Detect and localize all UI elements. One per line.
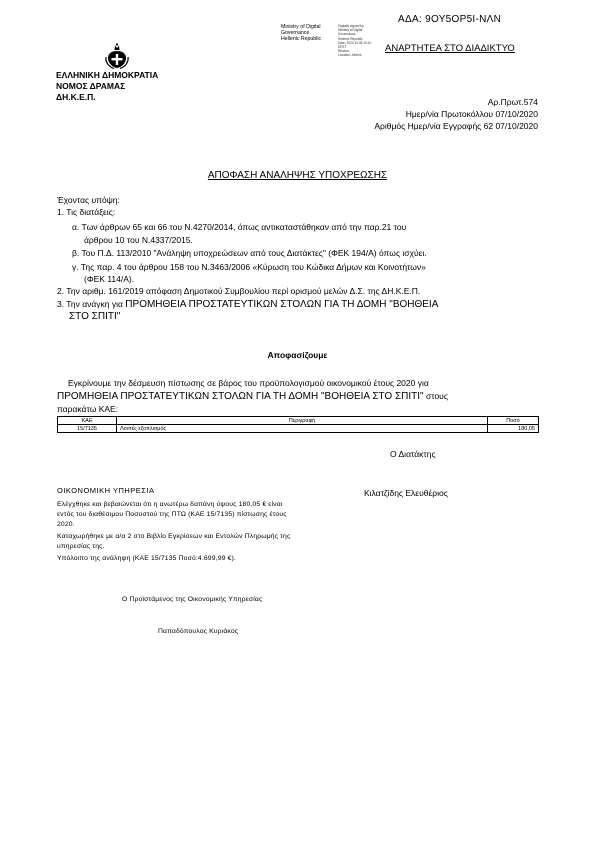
economic-line-2: εντός του διαθέσιμου Ποσοστού της ΠΤΩ (ΚΑΕ 15/7135) πίστωσης έτους — [57, 511, 287, 518]
considerations-intro: Έχοντας υπόψη: — [57, 195, 120, 205]
header-amount: Ποσό — [488, 417, 539, 425]
cell-amount: 180,05 — [488, 425, 539, 433]
economic-head-role: Ο Προϊστάμενος της Οικονομικής Υπηρεσίας — [122, 596, 263, 603]
kae-table — [57, 416, 539, 433]
consideration-1a: α. Των άρθρων 65 και 66 του Ν.4270/2014, όπως αντικαταστάθηκαν από την παρ.21 του — [72, 222, 407, 232]
approval-text-line2: ΠΡΟΜΗΘΕΙΑ ΠΡΟΣΤΑΤΕΥΤΙΚΩΝ ΣΤΟΛΩΝ ΓΙΑ ΤΗ ΔΟΜΗ "ΒΟΗΘΕΙΑ ΣΤΟ ΣΠΙΤΙ" στους — [57, 391, 448, 402]
economic-line-3: 2020. — [57, 521, 75, 528]
document-title: ΑΠΟΦΑΣΗ ΑΝΑΛΗΨΗΣ ΥΠΟΧΡΕΩΣΗΣ — [207, 170, 388, 181]
economic-head-name: Παπαδόπουλος Κυριάκος — [158, 628, 239, 635]
economic-balance: Υπόλοιπο της ανάληψη (ΚΑΕ 15/7135 Ποσό:4.699,99 €). — [57, 555, 236, 562]
economic-line-5: υπηρεσίας της. — [57, 543, 105, 550]
economic-line-4: Καταχωρήθηκε με α/α 2 στο Βιβλίο Εγκρίσεων και Εντολών Πληρωμής της — [57, 533, 291, 540]
cell-description: Λοιπές εξοπλισμός — [117, 425, 488, 433]
cell-kae: 15/7135 — [58, 425, 117, 433]
consideration-2: 2. Την αριθμ. 161/2019 απόφαση Δημοτικού Συμβουλίου περί ορισμού μελών Δ.Σ. της ΔΗ.Κ.Ε.Π. — [57, 286, 421, 296]
protocol-date: Ημερ/νία Πρωτοκόλλου 07/10/2020 — [405, 109, 538, 119]
issuer-block — [56, 70, 158, 103]
header-description: Περιγραφή — [117, 417, 488, 425]
header-kae: ΚΑΕ — [58, 417, 117, 425]
consideration-1b: β. Του Π.Δ. 113/2010 "Ανάληψη υποχρεώσεων από τους Διατάκτες" (ΦΕΚ 194/Α) όπως ισχύει. — [72, 248, 427, 258]
protocol-number: Αρ.Πρωτ.574 — [487, 97, 538, 107]
economic-service-heading: ΟΙΚΟΝΟΜΙΚΗ ΥΠΗΡΕΣΙΑ — [57, 486, 155, 495]
protocol-info — [374, 96, 538, 132]
consideration-3-cont: ΣΤΟ ΣΠΙΤΙ" — [69, 311, 121, 322]
consideration-1: 1. Τις διατάξεις: — [57, 207, 116, 217]
table-header-row — [58, 417, 539, 425]
signatory-name: Κιλατζίδης Ελευθέριος — [364, 488, 448, 498]
table-row — [58, 425, 539, 433]
greek-coat-of-arms-icon — [105, 43, 129, 69]
consideration-3: 3. Την ανάγκη για ΠΡΟΜΗΘΕΙΑ ΠΡΟΣΤΑΤΕΥΤΙΚΩΝ ΣΤΟΛΩΝ ΓΙΑ ΤΗ ΔΟΜΗ "ΒΟΗΘΕΙΑ — [57, 299, 439, 310]
registration-number-date: Αριθμός Ημερ/νία Εγγραφής 62 07/10/2020 — [374, 121, 538, 131]
decision-heading: Αποφασίζουμε — [267, 350, 328, 360]
public-posting-label: ΑΝΑΡΤΗΤΕΑ ΣΤΟ ΔΙΑΔΙΚΤΥΟ — [385, 43, 515, 54]
issuer-prefecture: ΝΟΜΟΣ ΔΡΑΜΑΣ — [56, 81, 126, 91]
consideration-1c-cont: (ΦΕΚ 114/Α). — [84, 274, 135, 284]
ada-code: ΑΔΑ: 9ΟΥ5ΟΡ5Ι-ΝΛΝ — [398, 14, 502, 25]
consideration-1a-cont: άρθρου 10 του Ν.4337/2015. — [84, 235, 193, 245]
approval-text-line3: παρακάτω ΚΑΕ: — [57, 404, 119, 414]
issuer-organization: ΔΗ.Κ.Ε.Π. — [56, 92, 96, 102]
digital-signature-details: Digitally signed by Ministry of Digital Governance, Hellenic Republic Date: 2020.10.08 10:10 EEST Reason: Location: Athens — [338, 24, 372, 58]
consideration-1c: γ. Της παρ. 4 του άρθρου 158 του Ν.3463/2006 «Κύρωση του Κώδικα Δήμων και Κοινοτήτων» — [72, 262, 426, 272]
issuer-country: ΕΛΛΗΝΙΚΗ ΔΗΜΟΚΡΑΤΙΑ — [56, 70, 159, 80]
digital-signature-issuer: Ministry of Digital Governance Hellenic Republic — [281, 24, 322, 42]
signatory-role: Ο Διατάκτης — [390, 449, 436, 459]
approval-text-line1: Εγκρίνουμε την δέσμευση πίστωσης σε βάρος του προϋπολογισμού οικονομικού έτους 2020 για — [68, 378, 429, 388]
economic-line-1: Ελέγχθηκε και βεβαιώνεται ότι η ανωτέρω δαπάνη ύψους 180,05 € είναι — [57, 501, 283, 508]
